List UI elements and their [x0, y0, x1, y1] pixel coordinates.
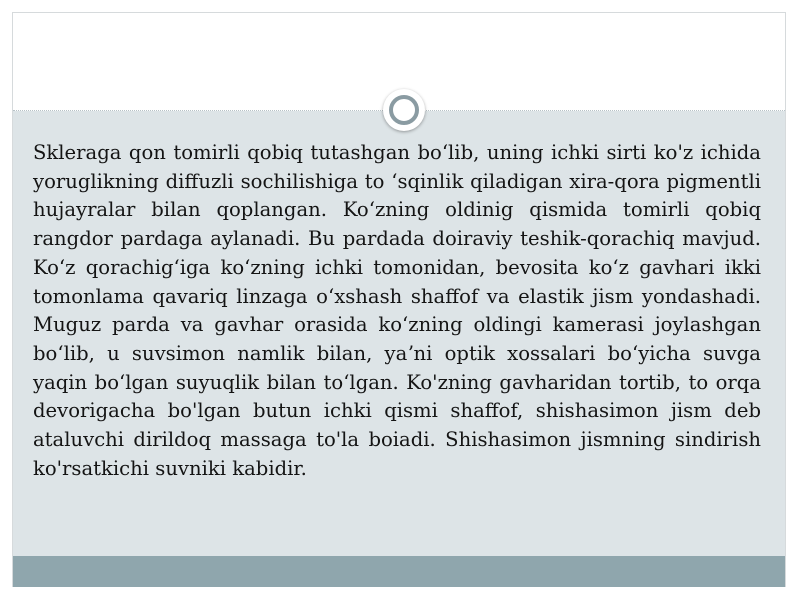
ornament-ring — [389, 95, 419, 125]
slide — [12, 12, 786, 587]
body-text: Skleraga qon tomirli qobiq tutashgan boʻlib, uning ichki sirti ko'z ichida yoruglikning diffuzli sochilishiga to ʻsqinlik qiladigan xira-qora pigmentli hujayralar bilan qoplangan. Koʻzning oldinig qismida tomirli qobiq rangdor pardaga aylanadi. Bu pardada doiraviy teshik-qorachiq mavjud. Koʻz qorachigʻiga koʻzning ichki tomonidan, bevosita koʻz gavhari ikki tomonlama qavariq linzaga oʻxshash shaffof va elastik jism yondashadi. Muguz parda va gavhar orasida koʻzning oldingi kamerasi joylashgan boʻlib, u suvsimon namlik bilan, yaʼni optik xossalari boʻyicha suvga yaqin boʻlgan suyuqlik bilan toʻlgan. Ko'zning gavharidan tortib, to orqa devorigacha bo'lgan butun ichki qismi shaffof, shishasimon jism deb ataluvchi dirildoq massaga to'la boiadi. Shishasimon jismning sindirish ko'rsatkichi suvniki kabidir. — [33, 141, 761, 480]
bottom-bar — [13, 556, 785, 587]
circle-ring-icon — [383, 89, 425, 131]
